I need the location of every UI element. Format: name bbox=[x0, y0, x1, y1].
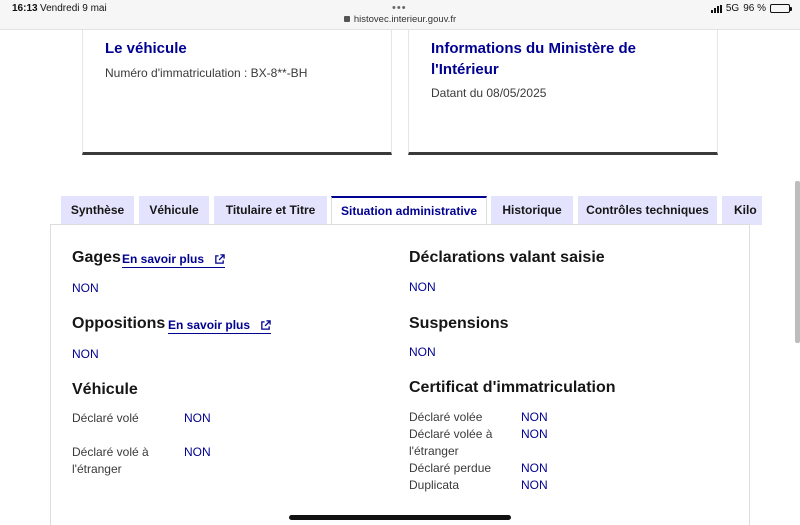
vehicle-card-title: Le véhicule bbox=[105, 40, 187, 57]
certificat-perdue-value: NON bbox=[521, 461, 548, 475]
tab-controles-techniques[interactable]: Contrôles techniques bbox=[578, 196, 717, 225]
scrollbar[interactable] bbox=[795, 181, 800, 343]
battery-icon bbox=[770, 4, 790, 13]
declarations-heading: Déclarations valant saisie bbox=[409, 249, 605, 266]
status-bar bbox=[0, 0, 800, 30]
certificat-volee-etranger-label: Déclaré volée à l'étranger bbox=[409, 427, 493, 458]
certificat-volee-value: NON bbox=[521, 410, 548, 424]
url-text: histovec.interieur.gouv.fr bbox=[353, 14, 457, 25]
tab-kilometrage[interactable]: Kilo bbox=[722, 196, 762, 225]
gages-value: NON bbox=[72, 281, 99, 295]
suspensions-heading: Suspensions bbox=[409, 315, 509, 332]
network-label: 5G bbox=[725, 3, 740, 14]
certificat-perdue-label: Déclaré perdue bbox=[409, 461, 492, 475]
battery-label: 96 % bbox=[743, 3, 766, 14]
status-time: 16:13 bbox=[12, 3, 38, 14]
status-date: Vendredi 9 mai bbox=[40, 3, 107, 14]
ministry-date: Datant du 08/05/2025 bbox=[431, 86, 547, 100]
address-bar[interactable] bbox=[0, 14, 800, 25]
vehicule-vole-etranger-label: Déclaré volé à l'étranger bbox=[72, 445, 149, 476]
tab-historique[interactable]: Historique bbox=[491, 196, 573, 225]
oppositions-learn-more-link[interactable] bbox=[168, 318, 271, 334]
certificat-volee-etranger-value: NON bbox=[521, 427, 548, 441]
ministry-card-title: Informations du Ministère de l'Intérieur bbox=[431, 40, 637, 78]
gages-link-text: En savoir plus bbox=[122, 252, 205, 266]
certificat-duplicata-value: NON bbox=[521, 478, 548, 492]
tab-vehicule[interactable]: Véhicule bbox=[139, 196, 209, 225]
certificat-volee-label: Déclaré volée bbox=[409, 410, 483, 424]
vehicule-vole-label: Déclaré volé bbox=[72, 411, 139, 425]
vehicule-heading: Véhicule bbox=[72, 381, 138, 398]
oppositions-value: NON bbox=[72, 347, 99, 361]
tab-synthese[interactable]: Synthèse bbox=[61, 196, 134, 225]
tab-bar bbox=[61, 196, 757, 225]
ministry-card bbox=[408, 30, 718, 155]
certificat-heading: Certificat d'immatriculation bbox=[409, 379, 616, 396]
suspensions-value: NON bbox=[409, 345, 436, 359]
tab-titulaire[interactable]: Titulaire et Titre bbox=[214, 196, 327, 225]
external-link-icon bbox=[214, 254, 225, 265]
tab-panel bbox=[50, 224, 750, 525]
home-indicator[interactable] bbox=[289, 515, 511, 520]
signal-icon bbox=[711, 5, 722, 13]
registration-number: Numéro d'immatriculation : BX-8**-BH bbox=[105, 66, 308, 80]
certificat-duplicata-label: Duplicata bbox=[409, 478, 460, 492]
declarations-value: NON bbox=[409, 280, 436, 294]
tab-situation-administrative[interactable]: Situation administrative bbox=[331, 196, 487, 226]
gages-learn-more-link[interactable] bbox=[122, 252, 225, 268]
vehicule-vole-value: NON bbox=[184, 411, 211, 425]
gages-heading: Gages bbox=[72, 249, 121, 266]
vehicule-vole-etranger-value: NON bbox=[184, 445, 211, 459]
status-indicators bbox=[711, 3, 790, 14]
oppositions-heading: Oppositions bbox=[72, 315, 166, 332]
vehicle-card bbox=[82, 30, 392, 155]
more-options-icon[interactable]: ••• bbox=[392, 2, 407, 14]
lock-icon bbox=[344, 16, 350, 22]
external-link-icon bbox=[260, 320, 271, 331]
oppositions-link-text: En savoir plus bbox=[168, 318, 251, 332]
